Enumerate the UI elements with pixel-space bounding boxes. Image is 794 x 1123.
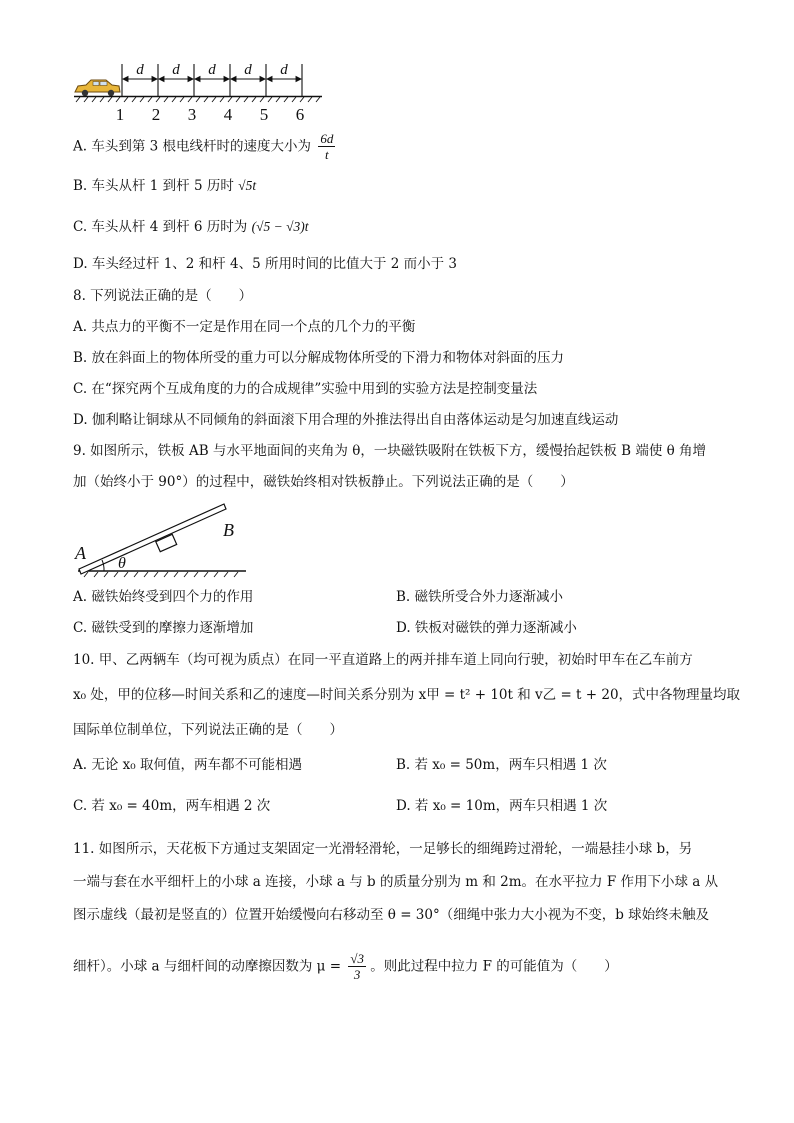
fraction-denominator: 3 [353, 967, 361, 982]
point-a-label: A [75, 543, 86, 563]
q10-option-c: C. 若 x₀ = 40m，两车相遇 2 次 [73, 798, 271, 814]
q11-stem-line1: 11. 如图所示，天花板下方通过支架固定一光滑轻滑轮，一足够长的细绳跨过滑轮，一端悬挂小球 b，另 [73, 841, 693, 857]
fraction [348, 952, 366, 982]
q10-option-a: A. 无论 x₀ 取何值，两车都不可能相遇 [73, 757, 302, 773]
incline-plate-figure [70, 500, 250, 580]
q8-option-a: A. 共点力的平衡不一定是作用在同一个点的几个力的平衡 [73, 319, 416, 335]
pole-number: 1 [115, 105, 125, 122]
option-text: C. 车头从杆 4 到杆 6 历时为 [73, 219, 248, 235]
car-icon [75, 80, 120, 96]
q7-option-a [73, 132, 335, 162]
distance-label: d [172, 62, 180, 78]
iron-plate [79, 504, 226, 574]
q11-stem-line3: 图示虚线（最初是竖直的）位置开始缓慢向右移动至 θ = 30°（细绳中张力大小视为不变，b 球始终未触及 [73, 907, 710, 923]
ground-hatching [76, 97, 320, 102]
point-b-label: B [223, 520, 234, 540]
q9-option-a: A. 磁铁始终受到四个力的作用 [73, 589, 254, 605]
car-poles-figure [70, 58, 330, 122]
q9-option-d: D. 铁板对磁铁的弹力逐渐减小 [396, 620, 577, 636]
pole-number: 4 [223, 105, 233, 122]
math-expression: (√5 − √3)t [251, 219, 309, 234]
q8-option-b: B. 放在斜面上的物体所受的重力可以分解成物体所受的下滑力和物体对斜面的压力 [73, 350, 565, 366]
q9-stem-line2: 加（始终小于 90°）的过程中，磁铁始终相对铁板静止。下列说法正确的是（ ） [73, 474, 574, 490]
q10-stem-line2: x₀ 处，甲的位移—时间关系和乙的速度—时间关系分别为 x甲 = t² + 10t 和 v乙 = t + 20，式中各物理量均取 [73, 687, 741, 703]
q8-option-c: C. 在“探究两个互成角度的力的合成规律”实验中用到的实验方法是控制变量法 [73, 381, 538, 397]
q11-stem-line4 [73, 952, 618, 982]
q7-option-d: D. 车头经过杆 1、2 和杆 4、5 所用时间的比值大于 2 而小于 3 [73, 256, 457, 272]
fraction-denominator: t [325, 147, 329, 162]
q10-stem-line3: 国际单位制单位，下列说法正确的是（ ） [73, 722, 343, 738]
q10-option-d: D. 若 x₀ = 10m，两车只相遇 1 次 [396, 798, 608, 814]
theta-label: θ [118, 555, 126, 572]
pole-number: 3 [187, 105, 197, 122]
q9-stem-line1: 9. 如图所示，铁板 AB 与水平地面间的夹角为 θ，一块磁铁吸附在铁板下方，缓慢抬起铁板 B 端使 θ 角增 [73, 443, 707, 459]
pole-number: 6 [295, 105, 305, 122]
option-text: A. 车头到第 3 根电线杆时的速度大小为 [73, 138, 312, 155]
q7-option-c [73, 217, 309, 237]
q7-option-b [73, 176, 256, 196]
stem-text: 。则此过程中拉力 F 的可能值为（ ） [370, 958, 618, 975]
q8-option-d: D. 伽利略让铜球从不同倾角的斜面滚下用合理的外推法得出自由落体运动是匀加速直线运动 [73, 412, 619, 428]
fraction-numerator: √3 [350, 951, 364, 966]
pole-number: 2 [151, 105, 161, 122]
q9-option-c: C. 磁铁受到的摩擦力逐渐增加 [73, 620, 254, 636]
distance-label: d [280, 62, 288, 78]
stem-text: 细杆）。小球 a 与细杆间的动摩擦因数为 μ = [73, 958, 342, 975]
q11-stem-line2: 一端与套在水平细杆上的小球 a 连接，小球 a 与 b 的质量分别为 m 和 2m。在水平拉力 F 作用下小球 a 从 [73, 874, 719, 890]
math-expression: √5t [238, 178, 257, 193]
q10-option-b: B. 若 x₀ = 50m，两车只相遇 1 次 [396, 757, 607, 773]
pole-number: 5 [259, 105, 269, 122]
distance-label: d [208, 62, 216, 78]
distance-label: d [244, 62, 252, 78]
q10-stem-line1: 10. 甲、乙两辆车（均可视为质点）在同一平直道路上的两并排车道上同向行驶，初始时甲车在乙车前方 [73, 652, 693, 668]
q9-option-b: B. 磁铁所受合外力逐渐减小 [396, 589, 564, 605]
option-text: B. 车头从杆 1 到杆 5 历时 [73, 178, 234, 194]
q8-stem: 8. 下列说法正确的是（ ） [73, 288, 253, 304]
fraction-numerator: 6d [320, 131, 334, 146]
ground-hatching [84, 572, 238, 577]
distance-label: d [136, 62, 144, 78]
fraction [318, 132, 335, 162]
